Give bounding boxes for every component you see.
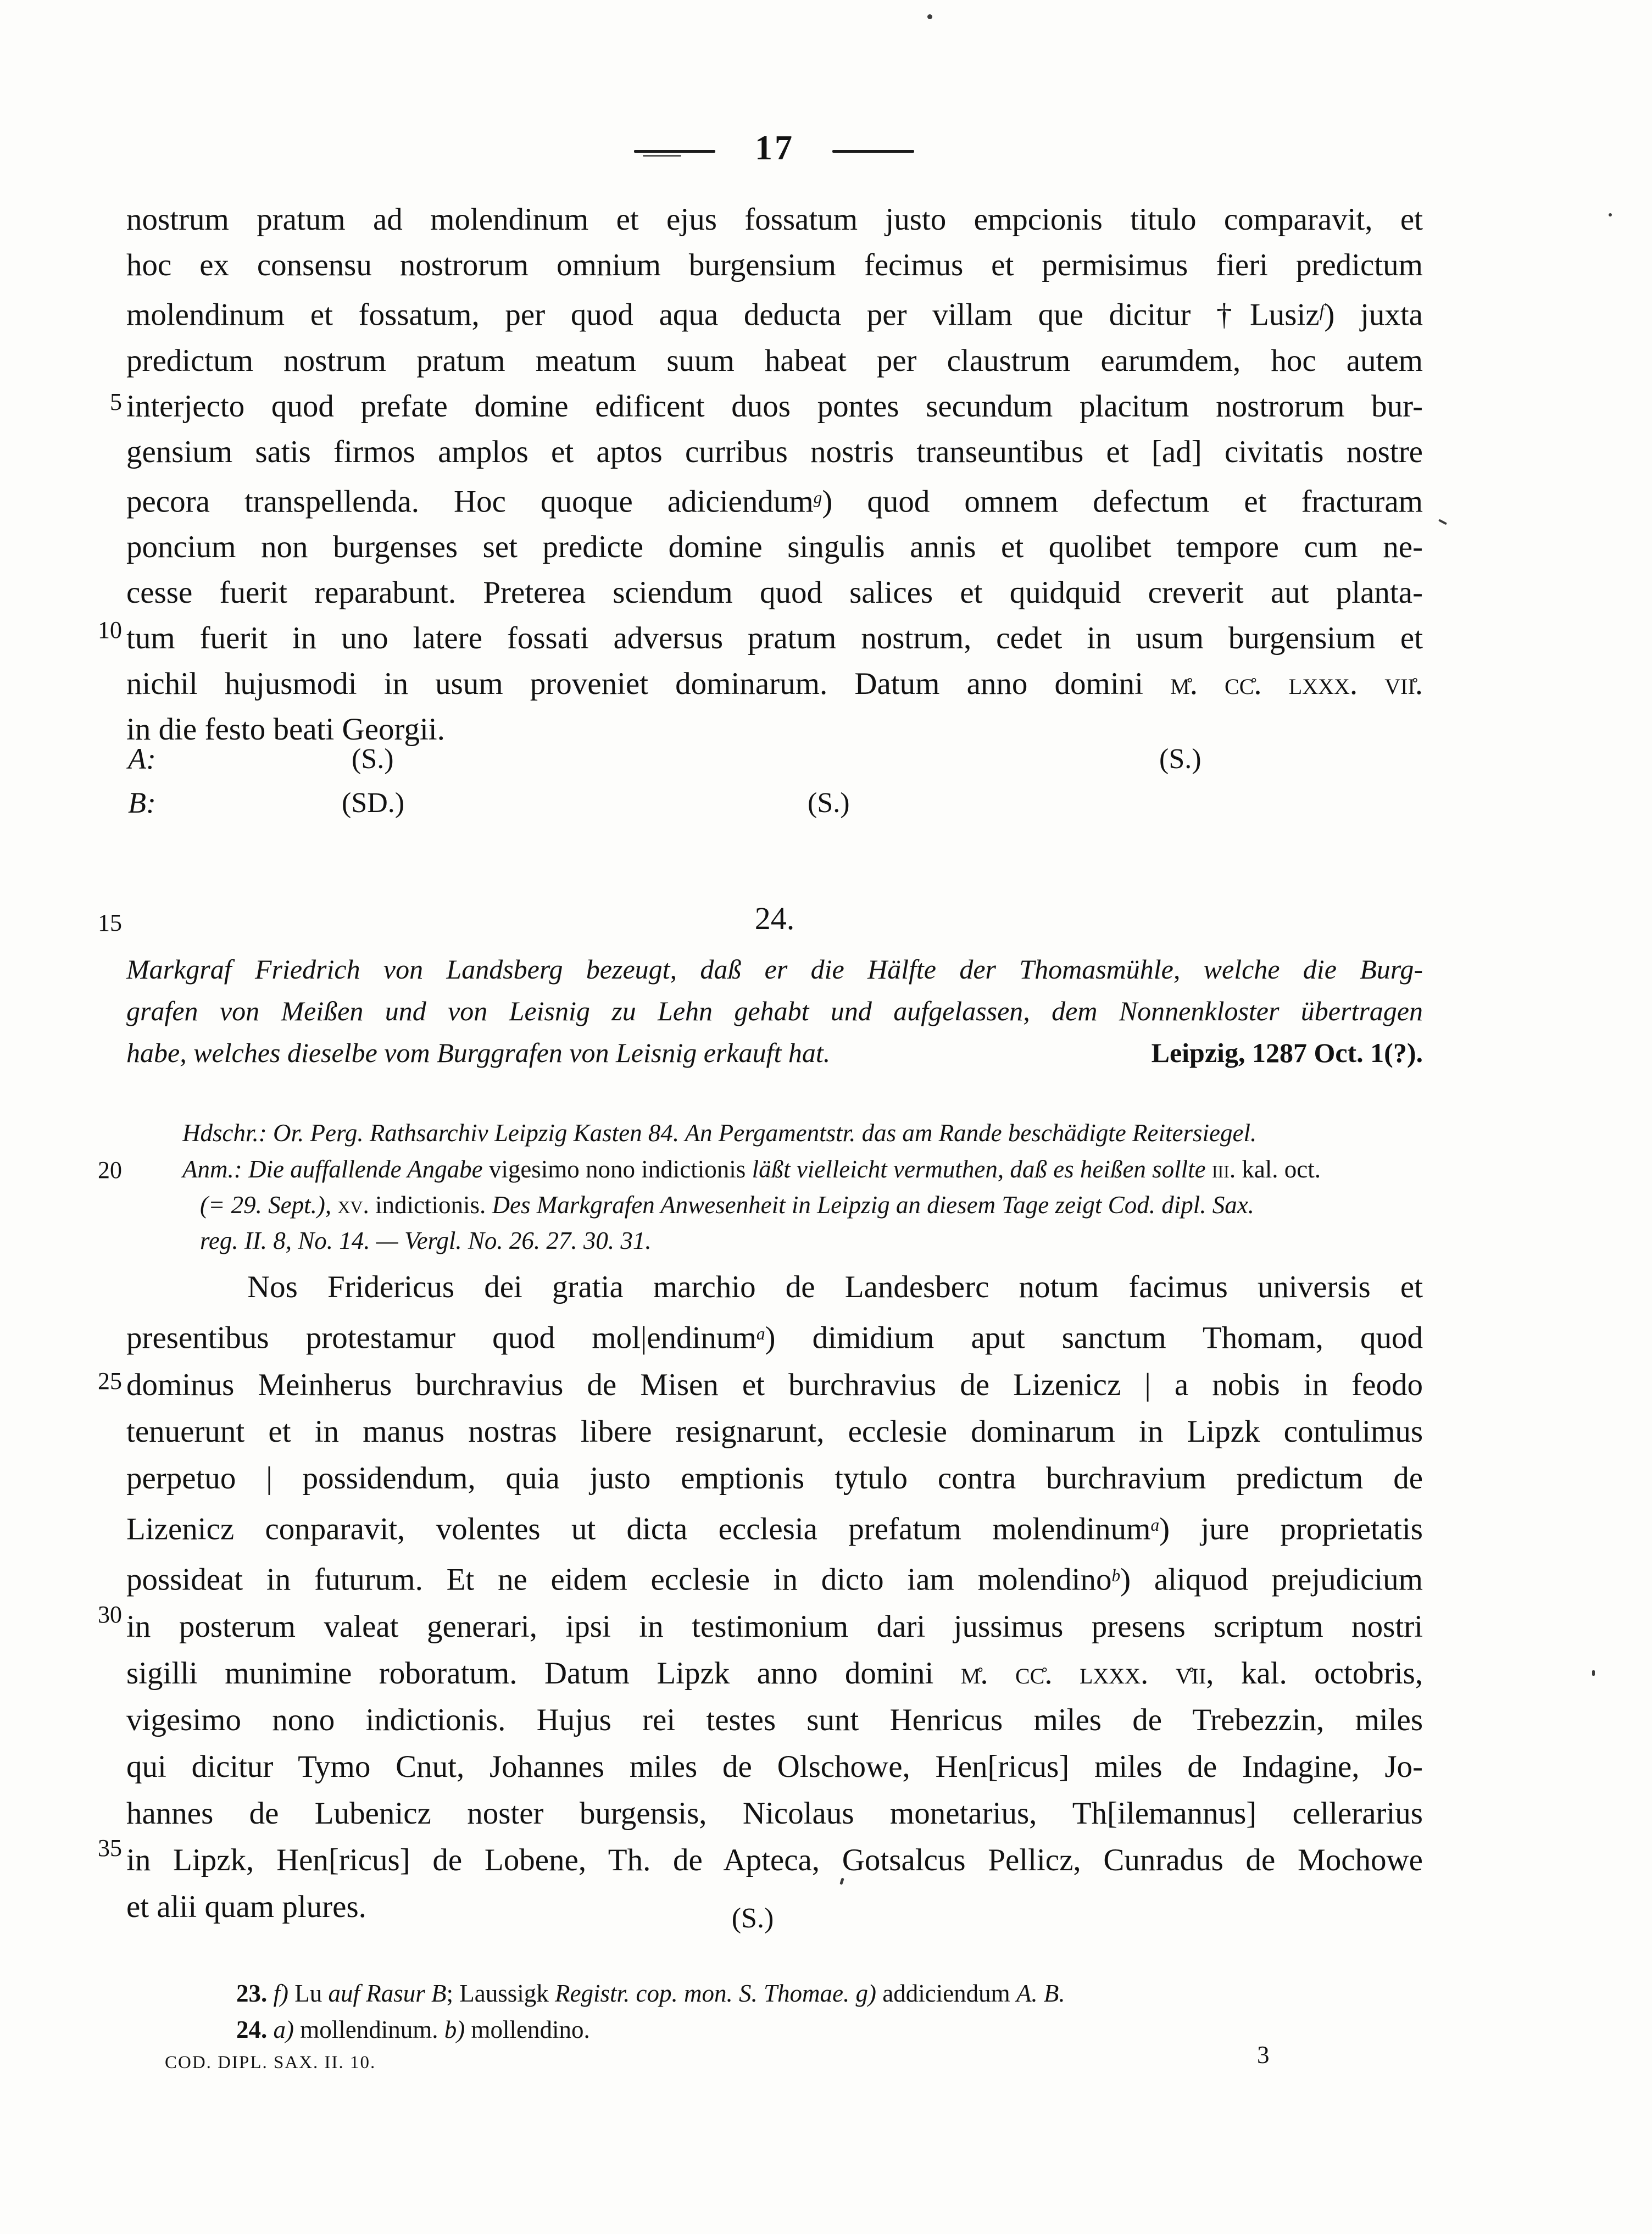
charter23-line: poncium non burgenses set predicte domine singulis annis et quolibet tempore cum ne- (126, 530, 1423, 565)
charter23-line: tum fuerit in uno latere fossati adversus pratum nostrum, cedet in usum burgensium et (126, 621, 1423, 656)
charter24-line: Nos Fridericus dei gratia marchio de Landesberc notum facimus universis et (247, 1270, 1423, 1304)
seal-mark: (S.) (808, 787, 850, 819)
charter23-line: nostrum pratum ad molendinum et ejus fossatum justo empcionis titulo comparavit, et (126, 202, 1423, 237)
anm-note (182, 1152, 1423, 1259)
charter24-line: et alii quam plures. (126, 1890, 366, 1925)
anm-line: Anm.: Die auffallende Angabe vigesimo nono indictionis läßt vielleicht vermuthen, daß es heißen sollte iii. kal. oct. (182, 1155, 1321, 1183)
charter23-line: hoc ex consensu nostrorum omnium burgensium fecimus et permisimus fieri predictum (126, 248, 1423, 282)
page-number: 17 (755, 128, 794, 167)
seal-mark: (S.) (731, 1903, 774, 1934)
summary-line: grafen von Meißen und von Leisnig zu Lehn gehabt und aufgelassen, dem Nonnenkloster übertragen (126, 996, 1423, 1026)
margin-line-number-20: 20 (98, 1157, 122, 1183)
margin-line-number-15: 15 (98, 909, 122, 936)
charter23-line: pecora transpellenda. Hoc quoque adiciendum$^g$) quod omnem defectum et fracturam (126, 484, 1423, 519)
seal-row-b-label: B: (128, 786, 156, 819)
charter23-line: interjecto quod prefate domine edificent duos pontes secundum placitum nostrorum bur- (126, 388, 1423, 424)
summary-line: Markgraf Friedrich von Landsberg bezeugt, daß er die Hälfte der Thomasmühle, welche die Burg- (126, 954, 1423, 985)
charter24-line: in posterum valeat generari, ipsi in testimonium dari jussimus presens scriptum nostri (126, 1609, 1423, 1644)
charter24-line: vigesimo nono indictionis. Hujus rei testes sunt Henricus miles de Trebezzin, miles (126, 1703, 1423, 1738)
charter23-text-block (126, 197, 1423, 752)
margin-line-number-35: 35 (98, 1835, 122, 1861)
charter24-line: in Lipzk, Hen[ricus] de Lobene, Th. de Apteca, Gotsalcus Pellicz, Cunradus de Mochowe (126, 1843, 1423, 1878)
header-rule-left (634, 150, 715, 153)
seal-mark: (S.) (352, 743, 394, 775)
sheet-signature: 3 (1257, 2041, 1270, 2069)
charter24-line: tenuerunt et in manus nostras libere resignarunt, ecclesie dominarum in Lipzk contulimus (126, 1414, 1423, 1449)
seal-mark: (SD.) (342, 787, 405, 819)
summary-line: habe, welches dieselbe vom Burggrafen von Leisnig erkauft hat. (126, 1037, 831, 1068)
charter24-line: qui dicitur Tymo Cnut, Johannes miles de Olschowe, Hen[ricus] miles de Indagine, Jo- (126, 1749, 1423, 1785)
margin-line-number-25: 25 (98, 1368, 122, 1394)
scan-speck (1609, 213, 1612, 216)
hdschr-text: Hdschr.: Or. Perg. Rathsarchiv Leipzig Kasten 84. An Pergamentstr. das am Rande beschädigte Reitersiegel. (182, 1119, 1257, 1147)
anm-line: reg. II. 8, No. 14. — Vergl. No. 26. 27. 30. 31. (200, 1227, 652, 1254)
charter24-date: Leipzig, 1287 Oct. 1(?). (1151, 1037, 1423, 1068)
charter23-line: in die festo beati Georgii. (126, 712, 445, 747)
header-rule-right (832, 150, 914, 153)
scan-speck (1592, 1670, 1595, 1676)
margin-line-number-5: 5 (110, 388, 122, 415)
charter24-line: Lizenicz conparavit, volentes ut dicta ecclesia prefatum molendinum$^a$) jure proprietatis (126, 1511, 1423, 1547)
charter24-line: dominus Meinherus burchravius de Misen et burchravius de Lizenicz | a nobis in feodo (126, 1367, 1423, 1402)
seal-row-a-label: A: (128, 742, 156, 775)
anm-line: (= 29. Sept.), xv. indictionis. Des Markgrafen Anwesenheit in Leipzig an diesem Tage zeigt Cod. dipl. Sax. (200, 1191, 1254, 1219)
margin-line-number-10: 10 (98, 616, 122, 643)
charter24-line: presentibus protestamur quod mol|endinum$^a$) dimidium aput sanctum Thomam, quod (126, 1320, 1423, 1355)
charter24-text-block (126, 1264, 1423, 1930)
seal-mark: (S.) (1159, 743, 1202, 775)
charter24-summary (126, 948, 1423, 1074)
margin-line-number-30: 30 (98, 1601, 122, 1628)
footnote-24: 24. a) mollendinum. b) mollendino. (236, 2016, 590, 2043)
charter23-line: molendinum et fossatum, per quod aqua deducta per villam que dicitur †Lusiz$^f$) juxta (126, 297, 1423, 332)
hdschr-note (182, 1115, 1423, 1151)
footnote-23: 23. f) Lu auf Rasur B; Laussigk Registr. cop. mon. S. Thomae. g) addiciendum A. B. (236, 1980, 1065, 2007)
charter23-line: gensium satis firmos amplos et aptos curribus nostris transeuntibus et [ad] civitatis nostre (126, 434, 1423, 469)
footer-series-title: COD. DIPL. SAX. II. 10. (165, 2053, 376, 2072)
charter24-line: sigilli munimine roboratum. Datum Lipzk anno domini m̊. cc̊. lxxx. v̊ii, kal. octobris, (126, 1656, 1423, 1691)
scan-speck (1438, 519, 1447, 525)
charter23-line: cesse fuerit reparabunt. Preterea sciendum quod salices et quidquid creverit aut planta- (126, 575, 1423, 610)
header-rule-left-echo (643, 155, 681, 157)
charter24-line: perpetuo | possidendum, quia justo emptionis tytulo contra burchravium predictum de (126, 1460, 1423, 1496)
charter24-line: possideat in futurum. Et ne eidem ecclesie in dicto iam molendino$^b$) aliquod prejudicium (126, 1563, 1423, 1598)
scan-speck (927, 14, 932, 19)
charter24-line: hannes de Lubenicz noster burgensis, Nicolaus monetarius, Th[ilemannus] cellerarius (126, 1796, 1423, 1831)
charter23-line: nichil hujusmodi in usum proveniet dominarum. Datum anno domini m̊. cc̊. lxxx. vii̊. (126, 666, 1423, 702)
charter24-heading: 24. (754, 901, 795, 936)
charter23-line: predictum nostrum pratum meatum suum habeat per claustrum earumdem, hoc autem (126, 343, 1423, 378)
